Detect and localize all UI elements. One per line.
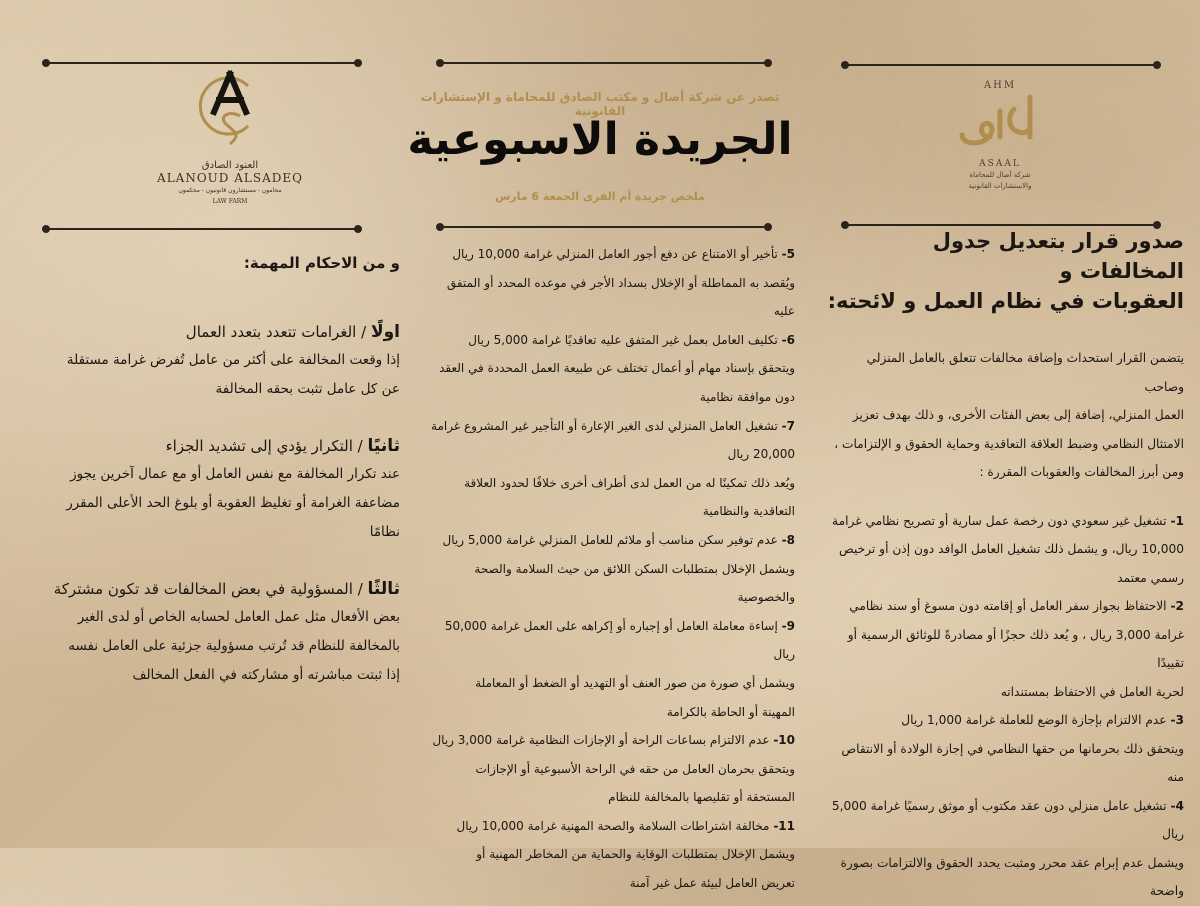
ruling-heading: / المسؤولية في بعض المخالفات قد تكون مشتركة xyxy=(53,580,368,598)
item-line: ويتحقق ذلك بحرمانها من حقها النظامي في إجازة الولادة أو الانتقاص منه xyxy=(841,741,1184,784)
under-logo-rule-left xyxy=(46,228,358,230)
item-number: 6- xyxy=(781,332,795,347)
item-line: دون موافقة نظامية xyxy=(699,389,795,404)
ruling-line: عند تكرار المخالفة مع نفس العامل أو مع عمال آخرين يجوز xyxy=(70,466,400,482)
item-line: تشغيل غير سعودي دون رخصة عمل سارية أو تصريح نظامي غرامة xyxy=(832,513,1167,528)
item-line: تشغيل عامل منزلي دون عقد مكتوب أو موثق رسميًا غرامة 5,000 xyxy=(831,798,1167,813)
item-number: 9- xyxy=(781,618,795,633)
issuer-line: تصدر عن شركة أصال و مكتب الصادق للمحاماة و الإستشارات القانونية xyxy=(420,90,780,118)
asaal-logo-en: ASAAL xyxy=(979,159,1021,169)
violation-item-5 xyxy=(430,240,795,326)
item-number: 8- xyxy=(781,532,795,547)
violation-item-8 xyxy=(430,526,795,612)
asaal-logo-sub-2: والاستشارات القانونية xyxy=(968,182,1032,190)
summary-line: ملخص جريدة أم القرى الجمعة 6 مارس xyxy=(495,190,705,203)
alanoud-logo-mark xyxy=(190,64,270,152)
item-line: ويشمل أي صورة من صور العنف أو التهديد أو الضغط أو المعاملة xyxy=(475,675,795,690)
ruling-heading: / التكرار يؤدي إلى تشديد الجزاء xyxy=(165,437,368,455)
item-number: 10- xyxy=(773,733,795,748)
ruling-heading: / الغرامات تتعدد بتعدد العمال xyxy=(185,323,371,341)
ruling-line: بالمخالفة للنظام قد تُرتب مسؤولية جزئية على العامل نفسه xyxy=(68,638,400,654)
violation-item-2 xyxy=(826,592,1184,706)
ruling-2 xyxy=(40,432,400,547)
violation-item-3 xyxy=(826,706,1184,792)
ruling-number: ثانيًا xyxy=(367,436,400,456)
intro-line: يتضمن القرار استحداث وإضافة مخالفات تتعلق بالعامل المنزلي وصاحب xyxy=(866,351,1184,394)
violation-item-7 xyxy=(430,412,795,526)
intro-line: العمل المنزلي، إضافة إلى بعض الفئات الأخرى، و ذلك بهدف تعزيز xyxy=(852,408,1184,422)
asaal-logo-ahm: AHM xyxy=(983,80,1017,91)
item-line: تكليف العامل بعمل غير المتفق عليه تعاقديًا غرامة 5,000 ريال xyxy=(468,332,778,347)
item-line: واضحة xyxy=(1149,884,1184,898)
ruling-line: عن كل عامل تثبت بحقه المخالفة xyxy=(215,381,400,397)
left-column xyxy=(40,248,400,718)
newspaper-masthead: الجريدة الاسبوعية xyxy=(407,114,793,165)
item-line: المستحقة أو تقليصها بالمخالفة للنظام xyxy=(608,790,795,805)
ruling-1 xyxy=(40,318,400,404)
item-line: ويُعد ذلك تمكينًا له من العمل لدى أطراف أخرى خلافًا لحدود العلاقة xyxy=(464,475,795,490)
ruling-number: ثالثًا xyxy=(367,579,400,599)
item-line: تأخير أو الامتناع عن دفع أجور العامل المنزلي غرامة 10,000 ريال xyxy=(452,247,778,261)
alanoud-logo-ar: العنود الصادق xyxy=(201,160,259,171)
item-line: لحرية العامل في الاحتفاظ بمستنداته xyxy=(1000,684,1184,699)
alanoud-logo-firm: LAW FARM xyxy=(212,198,248,205)
right-column xyxy=(826,226,1184,906)
rulings-title: و من الاحكام المهمة: xyxy=(243,254,400,272)
item-line: تعريض العامل لبيئة عمل غير آمنة xyxy=(629,876,795,891)
item-line: عليه xyxy=(773,304,795,319)
headline xyxy=(826,226,1184,316)
violation-item-9 xyxy=(430,612,795,726)
item-number: 5- xyxy=(781,247,795,261)
item-line: الاحتفاظ بجواز سفر العامل أو إقامته دون مسوغ أو سند نظامي xyxy=(849,599,1167,613)
item-line: 20,000 ريال xyxy=(727,447,795,462)
middle-column xyxy=(430,240,795,898)
ruling-3 xyxy=(40,575,400,690)
item-line: رسمي معتمد xyxy=(1117,570,1184,585)
asaal-logo-sub-1: شركة أصال للمحاماة xyxy=(969,171,1031,179)
item-line: إساءة معاملة العامل أو إجباره أو إكراهه على العمل غرامة 50,000 ريال xyxy=(444,618,795,662)
item-line: ويشمل الإخلال بمتطلبات الوقاية والحماية من المخاطر المهنية أو xyxy=(476,847,795,862)
violation-item-4 xyxy=(826,792,1184,906)
item-number: 7- xyxy=(781,418,795,433)
asaal-logo xyxy=(950,80,1050,220)
item-line: عدم توفير سكن مناسب أو ملائم للعامل المنزلي غرامة 5,000 ريال xyxy=(442,532,778,547)
violation-item-10 xyxy=(430,726,795,812)
intro-line: ومن أبرز المخالفات والعقوبات المقررة : xyxy=(979,465,1184,479)
item-line: ريال xyxy=(1162,827,1184,841)
headline-line-1: صدور قرار بتعديل جدول المخالفات و xyxy=(932,229,1184,283)
item-line: غرامة 3,000 ريال ، و يُعد ذلك حجزًا أو مصادرةً للوثائق الرسمية أو تقييدًا xyxy=(847,627,1184,670)
item-line: عدم الالتزام بساعات الراحة أو الإجازات النظامية غرامة 3,000 ريال xyxy=(432,733,770,748)
alanoud-logo xyxy=(150,64,310,205)
ruling-line: إذا ثبتت مباشرته أو مشاركته في الفعل المخالف xyxy=(132,667,400,683)
top-rule-middle xyxy=(440,62,768,64)
item-line: المهينة أو الحاطة بالكرامة xyxy=(666,704,795,719)
item-line: ويشمل الإخلال بمتطلبات السكن اللائق من حيث السلامة والصحة xyxy=(474,561,795,576)
ruling-line: بعض الأفعال مثل عمل العامل لحسابه الخاص أو لدى الغير xyxy=(77,609,400,625)
ruling-line: نظامًا xyxy=(369,524,400,540)
alanoud-logo-en: ALANOUD ALSADEQ xyxy=(157,171,303,185)
asaal-logo-mark xyxy=(950,91,1050,153)
item-line: 10,000 ريال، و يشمل ذلك تشغيل العامل الوافد دون إذن أو ترخيص xyxy=(839,542,1184,556)
violation-item-6 xyxy=(430,326,795,412)
headline-line-2: العقوبات في نظام العمل و لائحته: xyxy=(827,289,1184,313)
intro-line: الامتثال النظامي وضبط العلاقة التعاقدية وحماية الحقوق و الإلتزامات ، xyxy=(834,436,1184,451)
ruling-line: مضاعفة الغرامة أو تغليظ العقوبة أو بلوغ الحد الأعلى المقرر xyxy=(66,495,400,511)
violation-item-1 xyxy=(826,507,1184,593)
intro-paragraph xyxy=(826,344,1184,487)
item-line: تشغيل العامل المنزلي لدى الغير الإعارة أو التأجير غير المشروع غرامة xyxy=(431,418,778,433)
item-number: 2- xyxy=(1170,599,1184,613)
item-number: 1- xyxy=(1170,513,1184,528)
item-number: 3- xyxy=(1170,713,1184,727)
top-rule-right xyxy=(845,64,1157,66)
item-line: ويتحقق بحرمان العامل من حقه في الراحة الأسبوعية أو الإجازات xyxy=(475,761,795,776)
alanoud-logo-sub: محامون - مستشارون قانونيون - محكمون xyxy=(178,187,282,194)
item-line: والخصوصية xyxy=(737,590,795,605)
violation-item-11 xyxy=(430,812,795,898)
item-line: ويُقصد به المماطلة أو الإخلال بسداد الأجر في موعده المحدد أو المتفق xyxy=(446,275,795,290)
item-line: التعاقدية والنظامية xyxy=(702,504,795,519)
item-line: عدم الالتزام بإجازة الوضع للعاملة غرامة 1,000 ريال xyxy=(901,713,1167,727)
item-line: مخالفة اشتراطات السلامة والصحة المهنية غرامة 10,000 ريال xyxy=(456,818,770,833)
ruling-number: اولًا xyxy=(370,322,400,342)
ruling-line: إذا وقعت المخالفة على أكثر من عامل تُفرض غرامة مستقلة xyxy=(66,352,400,368)
item-number: 11- xyxy=(773,818,795,833)
item-number: 4- xyxy=(1170,798,1184,813)
item-line: ويشمل عدم إبرام عقد محرر ومثبت يحدد الحقوق والالتزامات بصورة xyxy=(840,855,1184,870)
under-summary-rule xyxy=(440,226,768,228)
item-line: ويتحقق بإسناد مهام أو أعمال تختلف عن طبيعة العمل المحددة في العقد xyxy=(439,361,795,376)
